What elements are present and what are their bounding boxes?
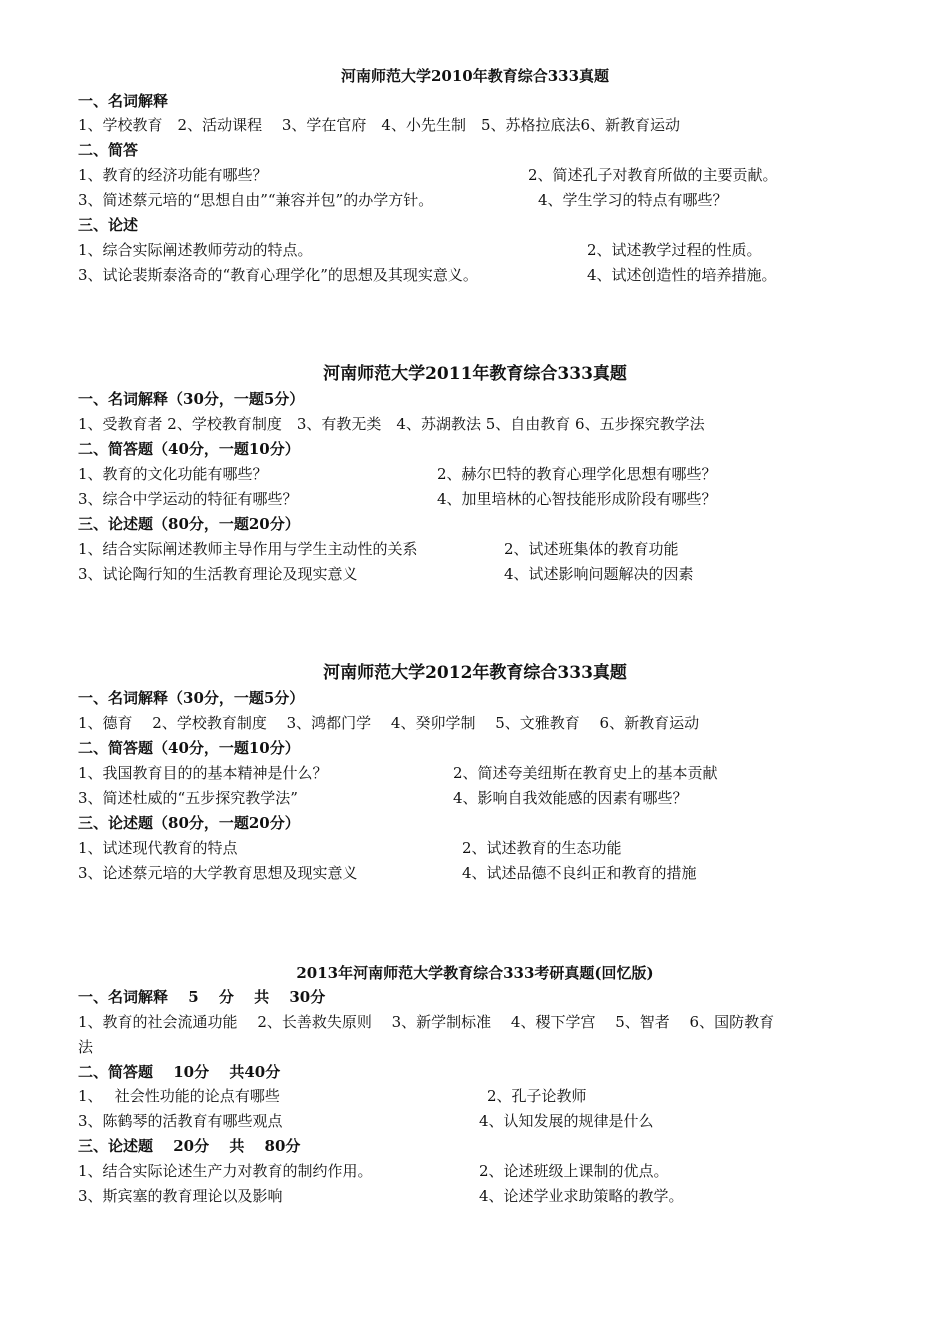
title-2010: 河南师范大学2010年教育综合333真题 [340, 67, 610, 85]
essay-q4-2012: 4、试述品德不良纠正和教育的措施 [462, 864, 697, 882]
essay-q2-2011: 2、试述班集体的教育功能 [504, 540, 679, 558]
essay-q1-2013: 1、结合实际论述生产力对教育的制约作用。 [78, 1162, 373, 1180]
essay-q4-2013: 4、论述学业求助策略的教学。 [479, 1187, 684, 1205]
heading-essay-2012: 三、论述题（80分，一题20分） [78, 814, 300, 832]
short-q2-2010: 2、简述孔子对教育所做的主要贡献。 [528, 166, 778, 184]
short-q2-2011: 2、赫尔巴特的教育心理学化思想有哪些？ [437, 465, 717, 483]
short-q1-2011: 1、教育的文化功能有哪些？ [78, 465, 268, 483]
terms-2010: 1、学校教育 2、活动课程 3、学在官府 4、小先生制 5、苏格拉底法6、新教育运动 [78, 116, 681, 134]
heading-terms-2013: 一、名词解释 5 分 共 30分 [78, 988, 326, 1006]
title-2012: 河南师范大学2012年教育综合333真题 [323, 663, 627, 683]
essay-q2-2010: 2、试述教学过程的性质。 [587, 241, 762, 259]
heading-essay-2013: 三、论述题 20分 共 80分 [78, 1137, 301, 1155]
short-q1-2010: 1、教育的经济功能有哪些？ [78, 166, 268, 184]
essay-q4-2010: 4、试述创造性的培养措施。 [587, 266, 777, 284]
short-q3-2012: 3、简述杜威的“五步探究教学法” [78, 789, 298, 807]
essay-q3-2013: 3、斯宾塞的教育理论以及影响 [78, 1187, 283, 1205]
terms-2012: 1、德育 2、学校教育制度 3、鸿都门学 4、癸卯学制 5、文雅教育 6、新教育运动 [78, 714, 700, 732]
short-q4-2012: 4、影响自我效能感的因素有哪些？ [453, 789, 688, 807]
short-q1-2013: 1、 社会性功能的论点有哪些 [78, 1087, 280, 1105]
heading-terms-2012: 一、名词解释（30分，一题5分） [78, 689, 305, 707]
short-q4-2011: 4、加里培林的心智技能形成阶段有哪些？ [437, 490, 717, 508]
short-q4-2010: 4、学生学习的特点有哪些？ [538, 191, 728, 209]
short-q3-2011: 3、综合中学运动的特征有哪些？ [78, 490, 298, 508]
heading-terms-2010: 一、名词解释 [78, 92, 169, 110]
essay-q3-2010: 3、试论裴斯泰洛奇的“教育心理学化”的思想及其现实意义。 [78, 266, 478, 284]
essay-q2-2012: 2、试述教育的生态功能 [462, 839, 622, 857]
short-q4-2013: 4、认知发展的规律是什么 [479, 1112, 654, 1130]
title-2011: 河南师范大学2011年教育综合333真题 [323, 364, 627, 384]
essay-q4-2011: 4、试述影响问题解决的因素 [504, 565, 694, 583]
heading-short-2012: 二、简答题（40分，一题10分） [78, 739, 300, 757]
short-q2-2012: 2、简述夸美纽斯在教育史上的基本贡献 [453, 764, 718, 782]
short-q2-2013: 2、孔子论教师 [487, 1087, 587, 1105]
short-q3-2013: 3、陈鹤琴的活教育有哪些观点 [78, 1112, 283, 1130]
essay-q1-2010: 1、综合实际阐述教师劳动的特点。 [78, 241, 313, 259]
heading-essay-2010: 三、论述 [78, 216, 139, 234]
heading-essay-2011: 三、论述题（80分，一题20分） [78, 515, 300, 533]
terms-2013: 1、教育的社会流通功能 2、长善救失原则 3、新学制标准 4、稷下学宫 5、智者 6、国防教育 [78, 1013, 775, 1031]
short-q1-2012: 1、我国教育目的的基本精神是什么？ [78, 764, 328, 782]
terms-2011: 1、受教育者 2、学校教育制度 3、有教无类 4、苏湖教法 5、自由教育 6、五步探究教学法 [78, 415, 705, 433]
essay-q3-2011: 3、试论陶行知的生活教育理论及现实意义 [78, 565, 358, 583]
title-2013: 2013年河南师范大学教育综合333考研真题(回忆版) [296, 964, 654, 982]
essay-q2-2013: 2、论述班级上课制的优点。 [479, 1162, 669, 1180]
heading-short-2011: 二、简答题（40分，一题10分） [78, 440, 300, 458]
terms-2013-wrap: 法 [78, 1038, 94, 1056]
heading-short-2010: 二、简答 [78, 141, 139, 159]
heading-short-2013: 二、简答题 10分 共40分 [78, 1063, 281, 1081]
heading-terms-2011: 一、名词解释（30分，一题5分） [78, 390, 305, 408]
essay-q3-2012: 3、论述蔡元培的大学教育思想及现实意义 [78, 864, 358, 882]
essay-q1-2011: 1、结合实际阐述教师主导作用与学生主动性的关系 [78, 540, 418, 558]
essay-q1-2012: 1、试述现代教育的特点 [78, 839, 238, 857]
short-q3-2010: 3、简述蔡元培的“思想自由”“兼容并包”的办学方针。 [78, 191, 434, 209]
